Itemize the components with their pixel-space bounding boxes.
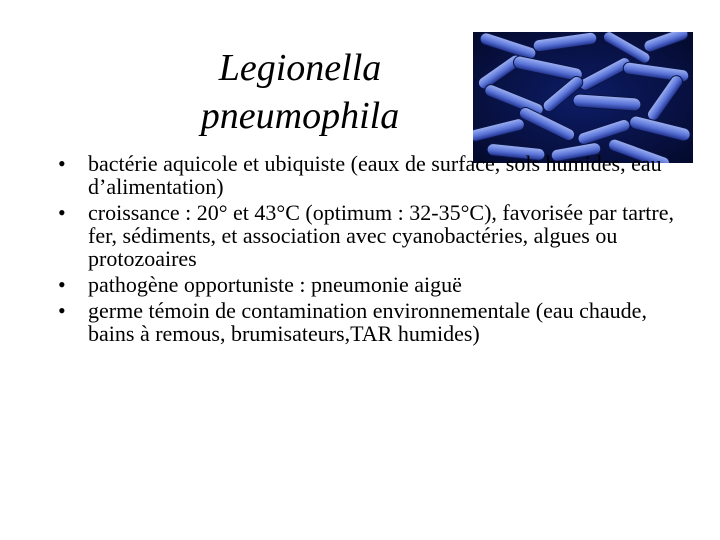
slide-title xyxy=(150,44,450,140)
bullet-text: bactérie aquicole et ubiquiste (eaux de surface, sols humides, eau d’alimentation) xyxy=(88,151,662,199)
title-line-2: pneumophila xyxy=(200,95,400,137)
bullet-item xyxy=(58,299,678,345)
bullet-item xyxy=(58,273,678,296)
bullet-glyph: • xyxy=(58,272,66,297)
bullet-text: pathogène opportuniste : pneumonie aiguë xyxy=(88,272,462,297)
bullet-text: germe témoin de contamination environnementale (eau chaude, bains à remous, brumisateurs,TAR humides) xyxy=(88,298,647,346)
bullet-glyph: • xyxy=(58,151,66,176)
bullet-glyph: • xyxy=(58,298,66,323)
bullet-item xyxy=(58,201,678,270)
bullet-list xyxy=(58,152,678,348)
bacteria-micrograph-image xyxy=(473,32,693,163)
bacteria-micrograph-icon xyxy=(473,32,693,163)
bullet-glyph: • xyxy=(58,200,66,225)
title-line-1: Legionella xyxy=(218,47,382,89)
bullet-item xyxy=(58,152,678,198)
bullet-text: croissance : 20° et 43°C (optimum : 32-35°C), favorisée par tartre, fer, sédiments, et association avec cyanobactéries, algues ou protozoaires xyxy=(88,200,675,271)
